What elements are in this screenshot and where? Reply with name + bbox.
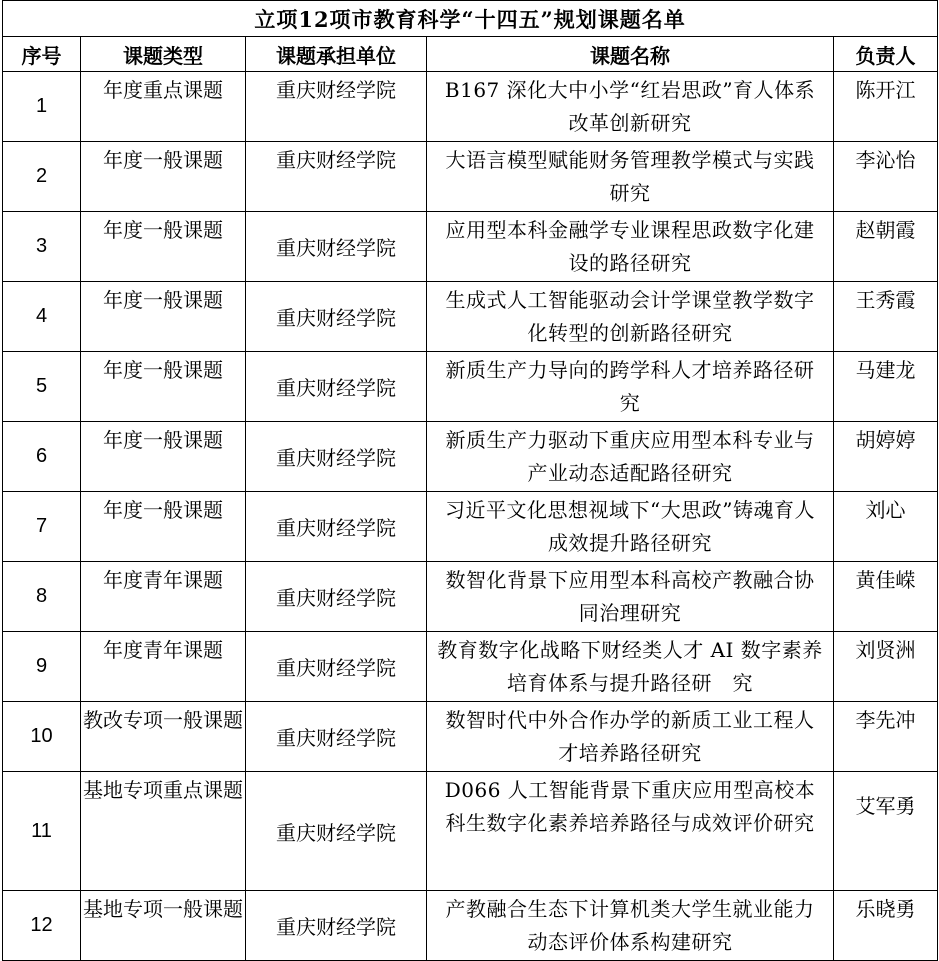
row-type: 教改专项一般课题 [81,702,246,772]
table-row [3,72,938,142]
col-header-unit: 课题承担单位 [246,37,427,72]
row-unit: 重庆财经学院 [246,212,427,282]
table-row [3,702,938,772]
col-header-type: 课题类型 [81,37,246,72]
row-no: 3 [3,212,81,282]
table-row [3,562,938,632]
row-lead: 陈开江 [834,72,938,142]
row-no: 2 [3,142,81,212]
row-unit: 重庆财经学院 [246,891,427,961]
row-name: 新质生产力驱动下重庆应用型本科专业与产业动态适配路径研究 [427,422,834,492]
row-unit: 重庆财经学院 [246,142,427,212]
row-type: 年度一般课题 [81,422,246,492]
row-name: 数智化背景下应用型本科高校产教融合协同治理研究 [427,562,834,632]
row-no: 8 [3,562,81,632]
row-lead: 乐晓勇 [834,891,938,961]
table-row [3,422,938,492]
row-name: 产教融合生态下计算机类大学生就业能力动态评价体系构建研究 [427,891,834,961]
header-row [3,37,938,72]
row-unit: 重庆财经学院 [246,702,427,772]
row-lead: 刘贤洲 [834,632,938,702]
row-lead: 王秀霞 [834,282,938,352]
row-unit: 重庆财经学院 [246,562,427,632]
table-row [3,632,938,702]
col-header-name: 课题名称 [427,37,834,72]
row-type: 基地专项一般课题 [81,891,246,961]
row-type: 基地专项重点课题 [81,772,246,891]
table-row [3,212,938,282]
row-name: 习近平文化思想视域下“大思政”铸魂育人成效提升路径研究 [427,492,834,562]
row-lead: 胡婷婷 [834,422,938,492]
row-type: 年度一般课题 [81,212,246,282]
row-name: 数智时代中外合作办学的新质工业工程人才培养路径研究 [427,702,834,772]
col-header-no: 序号 [3,37,81,72]
row-type: 年度重点课题 [81,72,246,142]
row-no: 11 [3,772,81,891]
row-unit: 重庆财经学院 [246,72,427,142]
row-lead: 艾军勇 [834,772,938,891]
row-no: 9 [3,632,81,702]
row-unit: 重庆财经学院 [246,632,427,702]
row-name: 应用型本科金融学专业课程思政数字化建设的路径研究 [427,212,834,282]
row-lead: 马建龙 [834,352,938,422]
table-row [3,492,938,562]
row-unit: 重庆财经学院 [246,352,427,422]
row-type: 年度一般课题 [81,282,246,352]
row-unit: 重庆财经学院 [246,422,427,492]
row-no: 12 [3,891,81,961]
table-row [3,352,938,422]
table-row [3,142,938,212]
row-lead: 李沁怡 [834,142,938,212]
table-row [3,282,938,352]
table-row [3,891,938,961]
row-type: 年度一般课题 [81,352,246,422]
row-lead: 黄佳嵘 [834,562,938,632]
row-name: 教育数字化战略下财经类人才 AI 数字素养培育体系与提升路径研 究 [427,632,834,702]
row-unit: 重庆财经学院 [246,772,427,891]
row-type: 年度一般课题 [81,142,246,212]
row-name: D066 人工智能背景下重庆应用型高校本科生数字化素养培养路径与成效评价研究 [427,772,834,891]
table-title: 立项12项市教育科学“十四五”规划课题名单 [3,1,938,37]
row-type: 年度青年课题 [81,562,246,632]
row-no: 6 [3,422,81,492]
row-name: 生成式人工智能驱动会计学课堂教学数字化转型的创新路径研究 [427,282,834,352]
row-type: 年度一般课题 [81,492,246,562]
row-lead: 刘心 [834,492,938,562]
row-no: 4 [3,282,81,352]
row-name: B167 深化大中小学“红岩思政”育人体系改革创新研究 [427,72,834,142]
row-no: 1 [3,72,81,142]
row-unit: 重庆财经学院 [246,282,427,352]
table-row [3,772,938,891]
col-header-lead: 负责人 [834,37,938,72]
row-no: 7 [3,492,81,562]
row-name: 新质生产力导向的跨学科人才培养路径研究 [427,352,834,422]
row-lead: 李先冲 [834,702,938,772]
row-no: 10 [3,702,81,772]
row-type: 年度青年课题 [81,632,246,702]
row-no: 5 [3,352,81,422]
row-unit: 重庆财经学院 [246,492,427,562]
row-name: 大语言模型赋能财务管理教学模式与实践研究 [427,142,834,212]
project-list-table [2,0,938,961]
row-lead: 赵朝霞 [834,212,938,282]
